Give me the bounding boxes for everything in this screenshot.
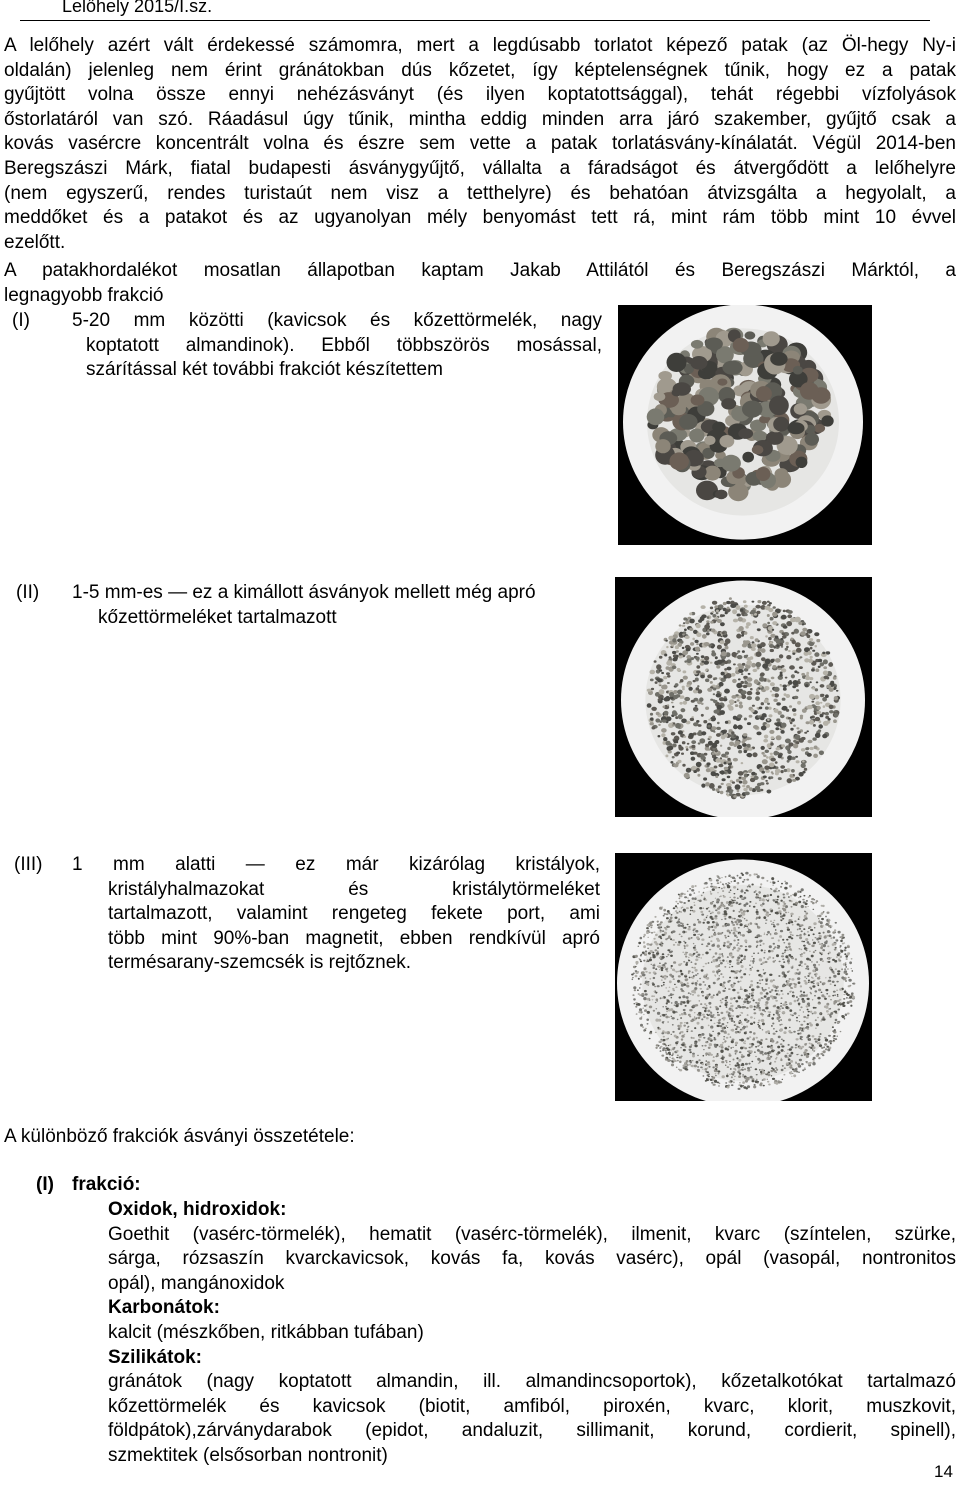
fraction-number: (III) — [14, 854, 43, 875]
text-line: gránátok (nagy koptatott almandin, ill. almandincsoportok), kőzetalkotókat tartalmazó — [108, 1371, 956, 1393]
text-line: kőzettörmelék és kavicsok (biotit, amfiból, piroxén, kvarc, klorit, muszkovit, — [108, 1395, 956, 1417]
text-line: 1-5 mm-es — ez a kimállott ásványok mellett még apró — [72, 582, 536, 603]
header-title: Lelőhely 2015/I.sz. — [62, 0, 213, 16]
text-line: szárítással két további frakciót készítettem — [86, 359, 443, 381]
text-line: A lelőhely azért vált érdekessé számomra, mert a legdúsabb torlatot képező patak (az Öl-hegy Ny-i — [4, 35, 956, 56]
text-line: ezelőtt. — [4, 231, 66, 253]
text-line: (nem egyszerű, rendes turistaút nem visz a tetthelyre) és behatóan átvizsgálta a hegyolalt, a — [4, 182, 956, 204]
text-line: kalcit (mészkőben, ritkábban tufában) — [108, 1321, 424, 1343]
text-line: kovás vasércre koncentrált volna és észre sem vette a patak torlatásvány-kínálatát. Végül 2014-ben — [4, 133, 956, 155]
photo-fine-fraction — [615, 853, 872, 1101]
text-line: őstorlatáról van szó. Ráadásul úgy tűnik, mintha eddig minden arra járó szakember, gyűjtő csak a — [4, 108, 956, 130]
fraction-label: frakció: — [72, 1174, 141, 1195]
text-line: 5-20 mm közötti (kavicsok és kőzettörmelék, nagy — [72, 310, 602, 331]
text-line: Beregszászi Márk, fiatal budapesti ásványgyűjtő, vállalta a fáradságot és átvergődött a lelőhelyre — [4, 157, 956, 179]
sample-paragraph — [4, 259, 956, 308]
text-line: gyűjtött volna össze ennyi nehézásványt (és ilyen koptatottsággal), tehát régebbi vízfolyások — [4, 84, 956, 106]
text-line: koptatott almandinok). Ebből többszörös mosással, — [86, 334, 602, 356]
fraction-number: (I) — [12, 310, 30, 331]
text-line: Goethit (vasérc-törmelék), hematit (vasérc-törmelék), ilmenit, kvarc (színtelen, szürke, — [108, 1223, 956, 1245]
text-line: meddőket és a patakot és az ugyanolyan mély benyomást tett rá, mint rám több mint 10 évvel — [4, 207, 956, 229]
photo-coarse-fraction — [618, 305, 872, 545]
photo-medium-fraction — [615, 577, 872, 817]
text-line: 1 mm alatti — ez már kizárólag kristályok, — [72, 854, 600, 875]
text-line: legnagyobb frakció — [4, 284, 164, 306]
text-line: A patakhordalékot mosatlan állapotban kaptam Jakab Attilától és Beregszászi Márktól, a — [4, 260, 956, 281]
text-line: tartalmazott, valamint rengeteg fekete port, ami — [108, 903, 600, 925]
text-line: opál), mangánoxidok — [108, 1272, 285, 1294]
group-title: Oxidok, hidroxidok: — [108, 1199, 287, 1220]
text-line: földpátok),zárványdarabok (epidot, andaluzit, sillimanit, korund, cordierit, spinell), — [108, 1420, 956, 1442]
fraction-number: (II) — [16, 582, 40, 603]
text-line: kristályhalmazokat és kristálytörmeléket — [108, 878, 600, 900]
composition-heading: A különböző frakciók ásványi összetétele: — [4, 1126, 355, 1147]
group-title: Szilikátok: — [108, 1346, 202, 1368]
text-line: szmektitek (elsősorban nontronit) — [108, 1444, 388, 1466]
composition-groups — [108, 1198, 956, 1469]
fraction-number: (I) — [36, 1174, 54, 1195]
page-number: 14 — [934, 1462, 953, 1481]
text-line: sárga, rózsaszín kvarckavicsok, kovás fa, kovás vasérc), opál (vasopál, nontronitos — [108, 1248, 956, 1270]
text-line: termésarany-szemcsék is rejtőznek. — [108, 952, 412, 974]
text-line: oldalán) jelenleg nem érint gránátokban dús kőzetet, így képtelenségnek tűnik, hogy ez a patak — [4, 59, 956, 81]
intro-paragraph — [4, 34, 956, 255]
page-header — [20, 0, 930, 21]
text-line: több mint 90%-ban magnetit, ebben rendkívül apró — [108, 927, 600, 949]
group-title: Karbonátok: — [108, 1297, 220, 1319]
text-line: kőzettörmeléket tartalmazott — [98, 606, 337, 628]
